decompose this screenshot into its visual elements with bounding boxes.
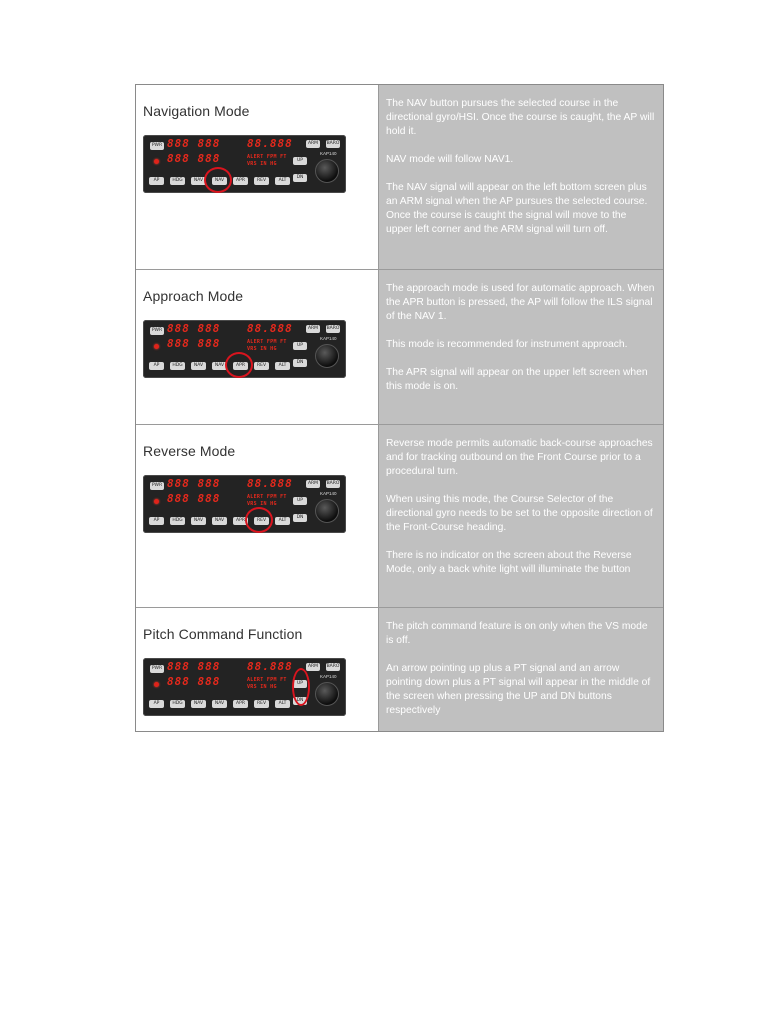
display-small-text: VRS IN HG bbox=[247, 684, 277, 690]
display-digits-right: 88.888 bbox=[247, 660, 293, 673]
mode-cell bbox=[136, 608, 379, 731]
pwr-button: PWR bbox=[151, 328, 163, 333]
rev-button: REV bbox=[254, 362, 269, 370]
nav-button: NAV bbox=[191, 517, 206, 525]
highlight-circle bbox=[292, 668, 310, 706]
nav-button-2: NAV bbox=[212, 177, 227, 185]
display-small-text: ALERT FPM FT bbox=[247, 339, 287, 345]
dn-button: DN bbox=[293, 514, 307, 522]
description-paragraph: The APR signal will appear on the upper left screen when this mode is on. bbox=[386, 367, 648, 392]
power-led-icon bbox=[154, 159, 159, 164]
pwr-button: PWR bbox=[151, 666, 163, 671]
mode-table bbox=[135, 84, 664, 732]
display-digits-left: 888 888 bbox=[167, 660, 221, 673]
display-digits-left-lower: 888 888 bbox=[167, 675, 221, 688]
highlight-circle bbox=[225, 352, 253, 378]
description-paragraph: This mode is recommended for instrument approach. bbox=[386, 339, 628, 350]
display-digits-left-lower: 888 888 bbox=[167, 492, 221, 505]
dn-button: DN bbox=[293, 174, 307, 182]
baro-button: BARO bbox=[326, 326, 340, 331]
highlight-circle bbox=[204, 167, 232, 193]
autopilot-panel-image bbox=[143, 135, 346, 193]
display-small-text: VRS IN HG bbox=[247, 501, 277, 507]
display-digits-right: 88.888 bbox=[247, 477, 293, 490]
arm-button: ARM bbox=[307, 664, 319, 669]
power-led-icon bbox=[154, 682, 159, 687]
arm-button: ARM bbox=[307, 481, 319, 486]
up-button: UP bbox=[293, 342, 307, 350]
table-row-pitch-command bbox=[136, 607, 663, 731]
description-paragraph: The NAV button pursues the selected course in the directional gyro/HSI. Once the course is caught, the AP will hold it. bbox=[386, 98, 655, 137]
selector-knob-icon bbox=[315, 682, 339, 706]
dn-button: DN bbox=[293, 359, 307, 367]
brand-label: KAP140 bbox=[320, 336, 337, 341]
display-digits-right: 88.888 bbox=[247, 322, 293, 335]
alt-button: ALT bbox=[275, 362, 290, 370]
description-paragraph: Reverse mode permits automatic back-course approaches and for tracking outbound on the Front Course prior to a procedural turn. bbox=[386, 438, 653, 477]
baro-button: BARO bbox=[326, 481, 340, 486]
nav-button: NAV bbox=[191, 362, 206, 370]
description-cell bbox=[379, 608, 663, 731]
rev-button: REV bbox=[254, 700, 269, 708]
description-paragraph: When using this mode, the Course Selector of the directional gyro needs to be set to the opposite direction of the Front-Course heading. bbox=[386, 494, 653, 533]
baro-button: BARO bbox=[326, 141, 340, 146]
rev-button: REV bbox=[254, 177, 269, 185]
ap-button: AP bbox=[149, 700, 164, 708]
mode-title: Navigation Mode bbox=[143, 103, 250, 119]
nav-button-2: NAV bbox=[212, 517, 227, 525]
up-button: UP bbox=[293, 680, 307, 688]
up-button: UP bbox=[293, 157, 307, 165]
mode-title: Approach Mode bbox=[143, 288, 244, 304]
description-cell bbox=[379, 270, 663, 424]
display-digits-left-lower: 888 888 bbox=[167, 337, 221, 350]
ap-button: AP bbox=[149, 177, 164, 185]
description-cell bbox=[379, 425, 663, 607]
highlight-circle bbox=[245, 507, 273, 533]
display-digits-right: 88.888 bbox=[247, 137, 293, 150]
alt-button: ALT bbox=[275, 700, 290, 708]
display-small-text: ALERT FPM FT bbox=[247, 494, 287, 500]
ap-button: AP bbox=[149, 362, 164, 370]
nav-button-2: NAV bbox=[212, 700, 227, 708]
mode-cell bbox=[136, 85, 379, 269]
arm-button: ARM bbox=[307, 141, 319, 146]
description-cell bbox=[379, 85, 663, 269]
hdg-button: HDG bbox=[170, 517, 185, 525]
display-small-text: VRS IN HG bbox=[247, 161, 277, 167]
pwr-button: PWR bbox=[151, 143, 163, 148]
nav-button: NAV bbox=[191, 700, 206, 708]
hdg-button: HDG bbox=[170, 700, 185, 708]
baro-button: BARO bbox=[326, 664, 340, 669]
table-row-reverse bbox=[136, 424, 663, 607]
hdg-button: HDG bbox=[170, 177, 185, 185]
display-digits-left: 888 888 bbox=[167, 477, 221, 490]
brand-label: KAP140 bbox=[320, 674, 337, 679]
table-row-navigation bbox=[136, 85, 663, 269]
nav-button: NAV bbox=[191, 177, 206, 185]
display-digits-left: 888 888 bbox=[167, 137, 221, 150]
apr-button: APR bbox=[233, 177, 248, 185]
mode-title: Reverse Mode bbox=[143, 443, 236, 459]
display-digits-left-lower: 888 888 bbox=[167, 152, 221, 165]
apr-button: APR bbox=[233, 700, 248, 708]
description-paragraph: An arrow pointing up plus a PT signal and an arrow pointing down plus a PT signal will appear in the middle of the screen when pressing the UP and DN buttons respectively bbox=[386, 663, 651, 716]
hdg-button: HDG bbox=[170, 362, 185, 370]
description-paragraph: The NAV signal will appear on the left bottom screen plus an ARM signal when the AP pursues the selected course. Once the course is caught the signal will move to the upper left corner and the ARM signal will turn off. bbox=[386, 182, 648, 235]
description-paragraph: The approach mode is used for automatic approach. When the APR button is pressed, the AP will follow the ILS signal of the NAV 1. bbox=[386, 283, 655, 322]
autopilot-panel-image bbox=[143, 658, 346, 716]
dn-button: DN bbox=[293, 697, 307, 705]
mode-cell bbox=[136, 425, 379, 607]
brand-label: KAP140 bbox=[320, 151, 337, 156]
display-digits-left: 888 888 bbox=[167, 322, 221, 335]
power-led-icon bbox=[154, 499, 159, 504]
description-paragraph: There is no indicator on the screen about the Reverse Mode, only a back white light will illuminate the button bbox=[386, 550, 632, 575]
description-paragraph: NAV mode will follow NAV1. bbox=[386, 154, 514, 165]
table-row-approach bbox=[136, 269, 663, 424]
selector-knob-icon bbox=[315, 159, 339, 183]
display-small-text: VRS IN HG bbox=[247, 346, 277, 352]
pwr-button: PWR bbox=[151, 483, 163, 488]
ap-button: AP bbox=[149, 517, 164, 525]
description-paragraph: The pitch command feature is on only when the VS mode is off. bbox=[386, 621, 648, 646]
apr-button: APR bbox=[233, 517, 248, 525]
brand-label: KAP140 bbox=[320, 491, 337, 496]
apr-button: APR bbox=[233, 362, 248, 370]
alt-button: ALT bbox=[275, 177, 290, 185]
nav-button-2: NAV bbox=[212, 362, 227, 370]
alt-button: ALT bbox=[275, 517, 290, 525]
arm-button: ARM bbox=[307, 326, 319, 331]
autopilot-panel-image bbox=[143, 475, 346, 533]
selector-knob-icon bbox=[315, 344, 339, 368]
up-button: UP bbox=[293, 497, 307, 505]
selector-knob-icon bbox=[315, 499, 339, 523]
display-small-text: ALERT FPM FT bbox=[247, 154, 287, 160]
mode-cell bbox=[136, 270, 379, 424]
rev-button: REV bbox=[254, 517, 269, 525]
mode-title: Pitch Command Function bbox=[143, 626, 303, 642]
power-led-icon bbox=[154, 344, 159, 349]
display-small-text: ALERT FPM FT bbox=[247, 677, 287, 683]
